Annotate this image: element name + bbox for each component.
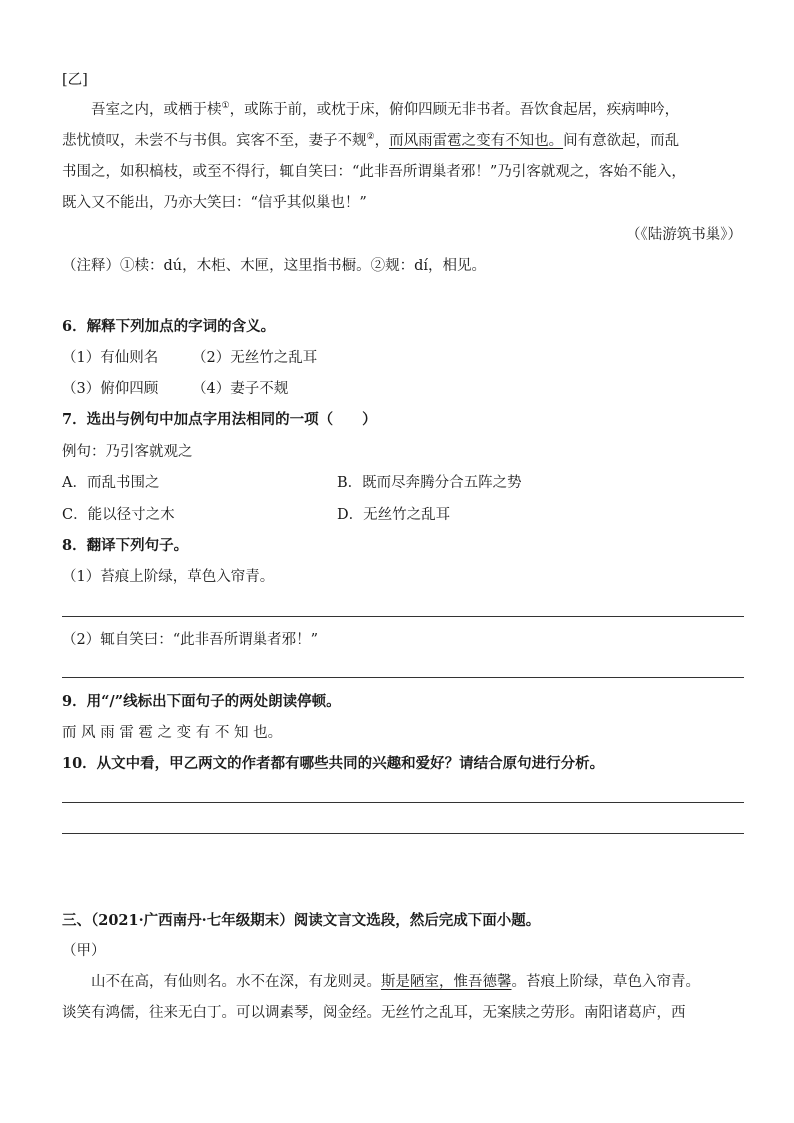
question-10-title: 10．从文中看，甲乙两文的作者都有哪些共同的兴趣和爱好？请结合原句进行分析。 [62,755,605,772]
answer-line-8-2[interactable] [62,677,744,678]
answer-line-8-1[interactable] [62,616,744,617]
question-7-option-a[interactable]: A．而乱书围之 [62,475,160,491]
answer-line-10-2[interactable] [62,833,744,834]
passage-jia-line-1: 山不在高，有仙则名。水不在深，有龙则灵。斯是陋室，惟吾德馨。苔痕上阶绿，草色入帘青。 [91,974,700,990]
question-8-title: 8．翻译下列句子。 [62,537,189,554]
passage-yi-label: [乙] [62,72,88,88]
question-7-option-d[interactable]: D．无丝竹之乱耳 [337,507,451,523]
passage-yi-source: （《陆游筑书巢》） [626,227,742,243]
footnote-1-marker: ① [221,101,230,112]
answer-line-10-1[interactable] [62,802,744,803]
question-7-title: 7．选出与例句中加点字用法相同的一项（ ） [62,411,377,428]
footnote-2-marker: ② [366,132,375,143]
underlined-sentence: 而风雨雷雹之变有不知也。 [389,133,564,149]
passage-yi-line-3: 书围之，如积槁枝，或至不得行，辄自笑曰：“此非吾所谓巢者邪！”乃引客就观之，客始不能入， [62,164,686,180]
question-7-option-b[interactable]: B．既而尽奔腾分合五阵之势 [337,475,522,491]
question-6-title: 6．解释下列加点的字词的含义。 [62,318,276,335]
question-6-item-3: （3）俯仰四顾 [62,381,159,397]
question-7-option-c[interactable]: C．能以径寸之木 [62,507,175,523]
question-8-sentence-2: （2）辄自笑曰：“此非吾所谓巢者邪！” [62,632,319,648]
question-6-item-1: （1）有仙则名 [62,350,159,366]
question-8-sentence-1: （1）苔痕上阶绿，草色入帘青。 [62,569,275,585]
question-9-title: 9．用“/”线标出下面句子的两处朗读停顿。 [62,693,341,710]
question-6-item-2: （2）无丝竹之乱耳 [192,350,318,366]
question-7-example: 例句：乃引客就观之 [62,444,193,460]
passage-jia-label: （甲） [62,943,106,959]
section-3-title: 三、（2021·广西南丹·七年级期末）阅读文言文选段，然后完成下面小题。 [62,912,541,929]
passage-yi-annotation: （注释）①椟：dú，木柜、木匣，这里指书橱。②觌：dí，相见。 [62,258,487,274]
question-9-sentence: 而 风 雨 雷 雹 之 变 有 不 知 也。 [62,725,283,741]
passage-jia-line-2: 谈笑有鸿儒，往来无白丁。可以调素琴，阅金经。无丝竹之乱耳，无案牍之劳形。南阳诸葛庐，西 [62,1005,686,1021]
underlined-phrase: 斯是陋室，惟吾德馨 [381,974,512,990]
passage-yi-line-2: 悲忧愤叹，未尝不与书俱。宾客不至，妻子不觌②，而风雨雷雹之变有不知也。间有意欲起，而乱 [62,132,680,149]
question-6-item-4: （4）妻子不觌 [192,381,289,397]
passage-yi-line-4: 既入又不能出，乃亦大笑曰：“信乎其似巢也！” [62,195,367,211]
passage-yi-line-1: 吾室之内，或栖于椟①，或陈于前，或枕于床，俯仰四顾无非书者。吾饮食起居，疾病呻吟， [91,101,680,118]
